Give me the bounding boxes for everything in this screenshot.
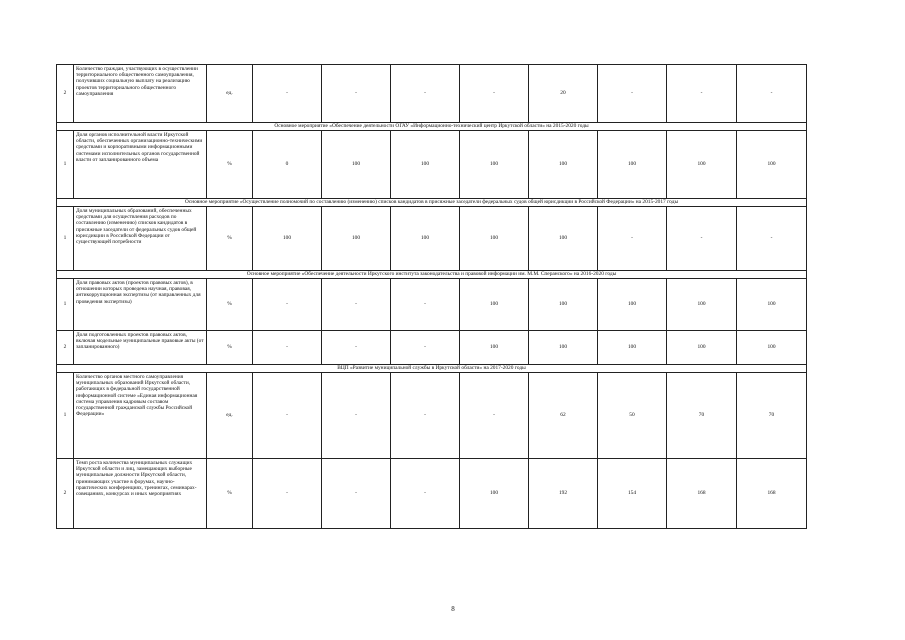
value-cell: 70 — [667, 373, 737, 459]
row-number: 1 — [57, 131, 74, 199]
value-cell: - — [253, 279, 322, 331]
unit-cell: ед. — [207, 65, 253, 123]
indicators-table — [56, 64, 807, 529]
unit-cell: % — [207, 459, 253, 529]
indicator-name: Доля подготовленных проектов правовых актов, включая модельные муниципальные правовые акты (от запланированного) — [74, 331, 207, 365]
row-number: 2 — [57, 65, 74, 123]
row-number: 2 — [57, 459, 74, 529]
value-cell: 168 — [737, 459, 807, 529]
value-cell: 20 — [529, 65, 598, 123]
indicator-name: Доля органов исполнительной власти Иркутской области, обеспеченных организационно-техническими средствами и корпоративными информационными системами исполнительных органов государственной власти от запланированного объема — [74, 131, 207, 199]
value-cell: 100 — [737, 331, 807, 365]
unit-cell: % — [207, 131, 253, 199]
value-cell: - — [253, 373, 322, 459]
value-cell: - — [322, 459, 391, 529]
table-row — [57, 459, 807, 529]
section-title: Основное мероприятие «Осуществление полномочий по составлению (изменению) списков кандидатов в присяжные заседатели федеральных судов общей юрисдикции в Российской Федерации» на 2015-2017 годы — [57, 199, 807, 207]
unit-cell: % — [207, 207, 253, 271]
value-cell: - — [667, 207, 737, 271]
value-cell: 100 — [460, 279, 529, 331]
value-cell: 100 — [598, 131, 667, 199]
value-cell: 100 — [529, 279, 598, 331]
value-cell: 100 — [667, 131, 737, 199]
value-cell: 100 — [391, 131, 460, 199]
section-title: Основное мероприятие «Обеспечение деятельности Иркутского института законодательства и правовой информации им. М.М. Сперанского» на 2016-2020 годы — [57, 271, 807, 279]
row-number: 1 — [57, 373, 74, 459]
value-cell: 100 — [737, 131, 807, 199]
table-row — [57, 373, 807, 459]
unit-cell: ед. — [207, 373, 253, 459]
value-cell: 70 — [737, 373, 807, 459]
value-cell: 100 — [737, 279, 807, 331]
value-cell: - — [391, 65, 460, 123]
indicator-name: Темп роста количества муниципальных служащих Иркутской области и лиц, замещающих выборные муниципальные должности Иркутской области, принимающих участие в форумах, научно-практических конференциях, тренингах, семинарах-совещаниях, конкурсах и иных мероприятиях — [74, 459, 207, 529]
value-cell: - — [322, 65, 391, 123]
value-cell: 100 — [460, 207, 529, 271]
value-cell: 100 — [667, 279, 737, 331]
value-cell: - — [322, 279, 391, 331]
value-cell: - — [598, 65, 667, 123]
value-cell: - — [253, 65, 322, 123]
value-cell: 100 — [529, 131, 598, 199]
value-cell: 100 — [529, 331, 598, 365]
value-cell: - — [667, 65, 737, 123]
value-cell: - — [391, 459, 460, 529]
value-cell: 100 — [322, 207, 391, 271]
value-cell: - — [391, 373, 460, 459]
indicator-name: Доля муниципальных образований, обеспеченных средствами для осуществления расходов по составлению (изменению) списков кандидатов в присяжные заседатели от федеральных судов общей юрисдикции в Российской Федерации от существующей потребности — [74, 207, 207, 271]
section-title: Основное мероприятие «Обеспечение деятельности ОГАУ «Информационно-технический центр Иркутской области» на 2015-2020 годы — [57, 123, 807, 131]
value-cell: 100 — [460, 331, 529, 365]
value-cell: 100 — [460, 131, 529, 199]
value-cell: 62 — [529, 373, 598, 459]
section-row — [57, 199, 807, 207]
indicator-name: Количество граждан, участвующих в осуществлении территориального общественного самоуправления, получивших социальную выплату на реализацию проектов территориального общественного самоуправления — [74, 65, 207, 123]
value-cell: 100 — [529, 207, 598, 271]
unit-cell: % — [207, 331, 253, 365]
value-cell: 100 — [460, 459, 529, 529]
value-cell: 50 — [598, 373, 667, 459]
indicator-name: Количество органов местного самоуправления муниципальных образований Иркутской области, работающих в федеральной государственной информационной системе «Единая информационная система управления кадровым составом государственной гражданской службы Российской Федерации» — [74, 373, 207, 459]
value-cell: - — [391, 279, 460, 331]
table-row — [57, 207, 807, 271]
section-title: ВЦП «Развитие муниципальной службы в Иркутской области» на 2017-2020 годы — [57, 365, 807, 373]
value-cell: - — [253, 331, 322, 365]
row-number: 1 — [57, 207, 74, 271]
row-number: 2 — [57, 331, 74, 365]
value-cell: 100 — [667, 331, 737, 365]
table-row — [57, 279, 807, 331]
value-cell: 100 — [322, 131, 391, 199]
value-cell: - — [737, 207, 807, 271]
value-cell: - — [598, 207, 667, 271]
value-cell: 0 — [253, 131, 322, 199]
value-cell: - — [460, 65, 529, 123]
value-cell: - — [737, 65, 807, 123]
row-number: 1 — [57, 279, 74, 331]
value-cell: 100 — [253, 207, 322, 271]
value-cell: - — [253, 459, 322, 529]
value-cell: 154 — [598, 459, 667, 529]
page-number: 8 — [451, 605, 455, 613]
value-cell: - — [460, 373, 529, 459]
value-cell: - — [391, 331, 460, 365]
section-row — [57, 365, 807, 373]
value-cell: 192 — [529, 459, 598, 529]
section-row — [57, 271, 807, 279]
value-cell: 168 — [667, 459, 737, 529]
section-row — [57, 123, 807, 131]
value-cell: - — [322, 331, 391, 365]
indicator-name: Доля правовых актов (проектов правовых актов), в отношении которых проведена научная, правовая, антикоррупционная экспертизы (от направленных для проведения экспертизы) — [74, 279, 207, 331]
table-row — [57, 331, 807, 365]
table-row — [57, 131, 807, 199]
value-cell: 100 — [598, 331, 667, 365]
value-cell: - — [322, 373, 391, 459]
unit-cell: % — [207, 279, 253, 331]
table-row — [57, 65, 807, 123]
value-cell: 100 — [391, 207, 460, 271]
value-cell: 100 — [598, 279, 667, 331]
